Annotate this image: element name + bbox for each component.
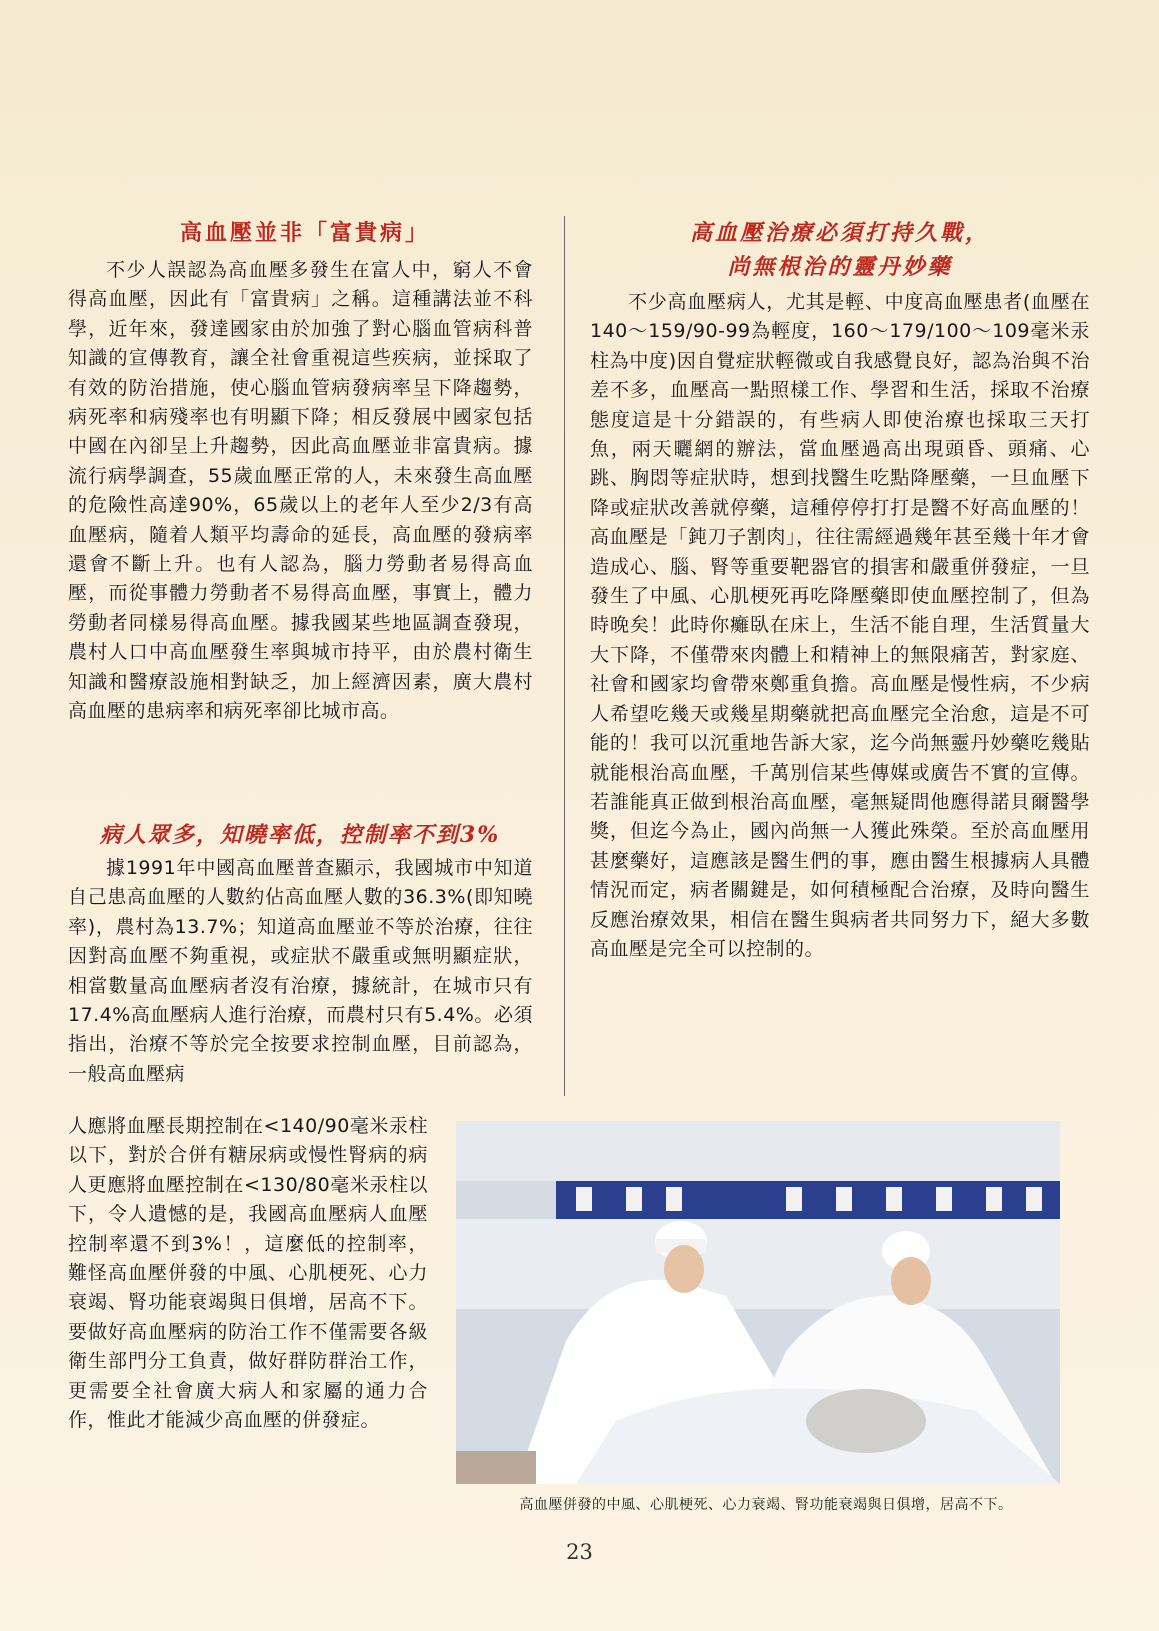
page-number: 23 bbox=[566, 1540, 593, 1564]
heading-line-2: 尚無根治的靈丹妙藥 bbox=[727, 254, 953, 280]
paragraph-not-rich-disease: 不少人誤認為高血壓多發生在富人中，窮人不會得高血壓，因此有「富貴病」之稱。這種講法並不科學，近年來，發達國家由於加強了對心腦血管病科普知識的宣傳教育，讓全社會重視這些疾病，並採取了有效的防治措施，使心腦血管病發病率呈下降趨勢，病死率和病殘率也有明顯下降；相反發展中國家包括中國在內卻呈上升趨勢，因此高血壓並非富貴病。據流行病學調查，55歲血壓正常的人，未來發生高血壓的危險性高達90%，65歲以上的老年人至少2/3有高血壓病，隨着人類平均壽命的延長，高血壓的發病率還會不斷上升。也有人認為，腦力勞動者易得高血壓，而從事體力勞動者不易得高血壓，事實上，體力勞動者同樣易得高血壓。據我國某些地區調查發現，農村人口中高血壓發生率與城市持平，由於農村衛生知識和醫療設施相對缺乏，加上經濟因素，廣大農村高血壓的患病率和病死率卻比城市高。 bbox=[68, 259, 533, 723]
nurses-photo bbox=[456, 1121, 1060, 1484]
column-divider bbox=[564, 216, 565, 1096]
heading-line-1: 高血壓治療必須打持久戰， bbox=[689, 220, 990, 246]
paragraph-low-control-rate-continued: 人應將血壓長期控制在<140/90毫米汞柱以下，對於合併有糖尿病或慢性腎病的病人更應將血壓控制在<130/80毫米汞柱以下，令人遺憾的是，我國高血壓病人血壓控制率還不到3%！，這麼低的控制率，難怪高血壓併發的中風、心肌梗死、心力衰竭、腎功能衰竭與日俱增，居高不下。要做好高血壓病的防治工作不僅需要各級衛生部門分工負責，做好群防群治工作，更需要全社會廣大病人和家屬的通力合作，惟此才能減少高血壓的併發症。 bbox=[68, 1115, 428, 1432]
paragraph-long-term-treatment: 不少高血壓病人，尤其是輕、中度高血壓患者(血壓在140～159/90-99為輕度，160～179/100～109毫米汞柱為中度)因自覺症狀輕微或自我感覺良好，認為治與不治差不多，血壓高一點照樣工作、學習和生活，採取不治療態度這是十分錯誤的，有些病人即使治療也採取三天打魚，兩天曬網的辦法，當血壓過高出現頭昏、頭痛、心跳、胸悶等症狀時，想到找醫生吃點降壓藥，一旦血壓下降或症狀改善就停藥，這種停停打打是醫不好高血壓的！高血壓是「鈍刀子割肉」，往往需經過幾年甚至幾十年才會造成心、腦、腎等重要靶器官的損害和嚴重併發症，一旦發生了中風、心肌梗死再吃降壓藥即使血壓控制了，但為時晚矣！此時你癱臥在床上，生活不能自理，生活質量大大下降，不僅帶來肉體上和精神上的無限痛苦，對家庭、社會和國家均會帶來鄭重負擔。高血壓是慢性病，不少病人希望吃幾天或幾星期藥就把高血壓完全治愈，這是不可能的！我可以沉重地告訴大家，迄今尚無靈丹妙藥吃幾貼就能根治高血壓，千萬別信某些傳媒或廣告不實的宣傳。若誰能真正做到根治高血壓，毫無疑問他應得諾貝爾醫學獎，但迄今為止，國內尚無一人獲此殊榮。至於高血壓用甚麼藥好，這應該是醫生們的事，應由醫生根據病人具體情況而定，病者關鍵是，如何積極配合治療，及時向醫生反應治療效果，相信在醫生與病者共同努力下，絕大多數高血壓是完全可以控制的。 bbox=[590, 291, 1090, 960]
photo-caption: 高血壓併發的中風、心肌梗死、心力衰竭、腎功能衰竭與日俱增，居高不下。 bbox=[519, 1497, 1013, 1513]
paragraph-low-control-rate: 據1991年中國高血壓普查顯示，我國城市中知道自己患高血壓的人數約佔高血壓人數的36.3%(即知曉率)，農村為13.7%；知道高血壓並不等於治療，往往因對高血壓不夠重視，或症狀不嚴重或無明顯症狀，相當數量高血壓病者沒有治療，據統計，在城市只有17.4%高血壓病人進行治療，而農村只有5.4%。必須指出，治療不等於完全按要求控制血壓，目前認為，一般高血壓病 bbox=[68, 857, 533, 1085]
section-heading-low-control-rate: 病人眾多，知曉率低，控制率不到3% bbox=[99, 822, 501, 848]
section-heading-not-rich-disease: 高血壓並非「富貴病」 bbox=[179, 220, 430, 246]
section-heading-long-term-treatment bbox=[590, 216, 1090, 284]
